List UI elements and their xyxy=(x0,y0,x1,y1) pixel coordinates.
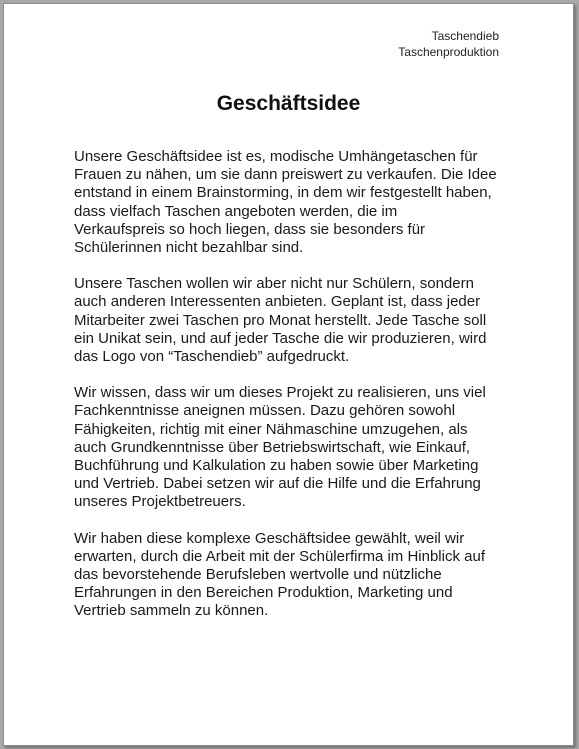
text-line: Schülerinnen nicht bezahlbar sind. xyxy=(74,239,304,257)
paragraph-1 xyxy=(74,148,506,257)
header-line-department: Taschenproduktion xyxy=(398,45,499,59)
text-line: Wir wissen, dass wir um dieses Projekt zu realisieren, uns viel xyxy=(74,384,486,402)
text-line: Fähigkeiten, richtig mit einer Nähmaschine umzugehen, als xyxy=(74,420,468,438)
text-line: erwarten, durch die Arbeit mit der Schülerfirma im Hinblick auf xyxy=(74,547,485,565)
text-line: entstand in einem Brainstorming, in dem wir festgestellt haben, xyxy=(74,184,492,202)
text-line: auch anderen Interessenten anbieten. Geplant ist, dass jeder xyxy=(74,293,481,311)
text-line: ein Unikat sein, und auf jeder Tasche die wir produzieren, wird xyxy=(74,329,487,347)
text-line: das Logo von “Taschendieb” aufgedruckt. xyxy=(74,348,350,366)
text-line: Verkaufspreis so hoch liegen, dass sie besonders für xyxy=(74,220,426,238)
paragraph-2 xyxy=(74,275,506,366)
text-line: dass vielfach Taschen angeboten werden, die im xyxy=(74,202,398,220)
document-header xyxy=(398,28,499,60)
text-line: Mitarbeiter zwei Taschen pro Monat herstellt. Jede Tasche soll xyxy=(74,311,487,329)
document-page xyxy=(3,3,574,746)
text-line: das bevorstehende Berufsleben wertvolle und nützliche xyxy=(74,566,442,584)
text-line: Buchführung und Kalkulation zu haben sowie über Marketing xyxy=(74,457,479,475)
paragraph-4 xyxy=(74,530,506,621)
text-line: Unsere Taschen wollen wir aber nicht nur Schülern, sondern xyxy=(74,275,474,293)
text-line: und Vertrieb. Dabei setzen wir auf die Hilfe und die Erfahrung xyxy=(74,475,481,493)
text-line: Unsere Geschäftsidee ist es, modische Umhängetaschen für xyxy=(74,148,478,165)
document-body xyxy=(74,148,506,639)
paragraph-3 xyxy=(74,384,506,511)
text-line: auch Grundkenntnisse über Betriebswirtschaft, wie Einkauf, xyxy=(74,438,471,456)
text-line: Frauen zu nähen, um sie dann preiswert zu verkaufen. Die Idee xyxy=(74,166,497,184)
text-line: Fachkenntnisse aneignen müssen. Dazu gehören sowohl xyxy=(74,402,456,420)
header-line-company: Taschendieb xyxy=(431,29,499,43)
text-line: unseres Projektbetreuers. xyxy=(74,493,246,511)
document-title: Geschäftsidee xyxy=(216,92,361,115)
text-line: Erfahrungen in den Bereichen Produktion, Marketing und xyxy=(74,584,453,602)
text-line: Wir haben diese komplexe Geschäftsidee gewählt, weil wir xyxy=(74,529,465,547)
text-line: Vertrieb sammeln zu können. xyxy=(74,602,269,620)
